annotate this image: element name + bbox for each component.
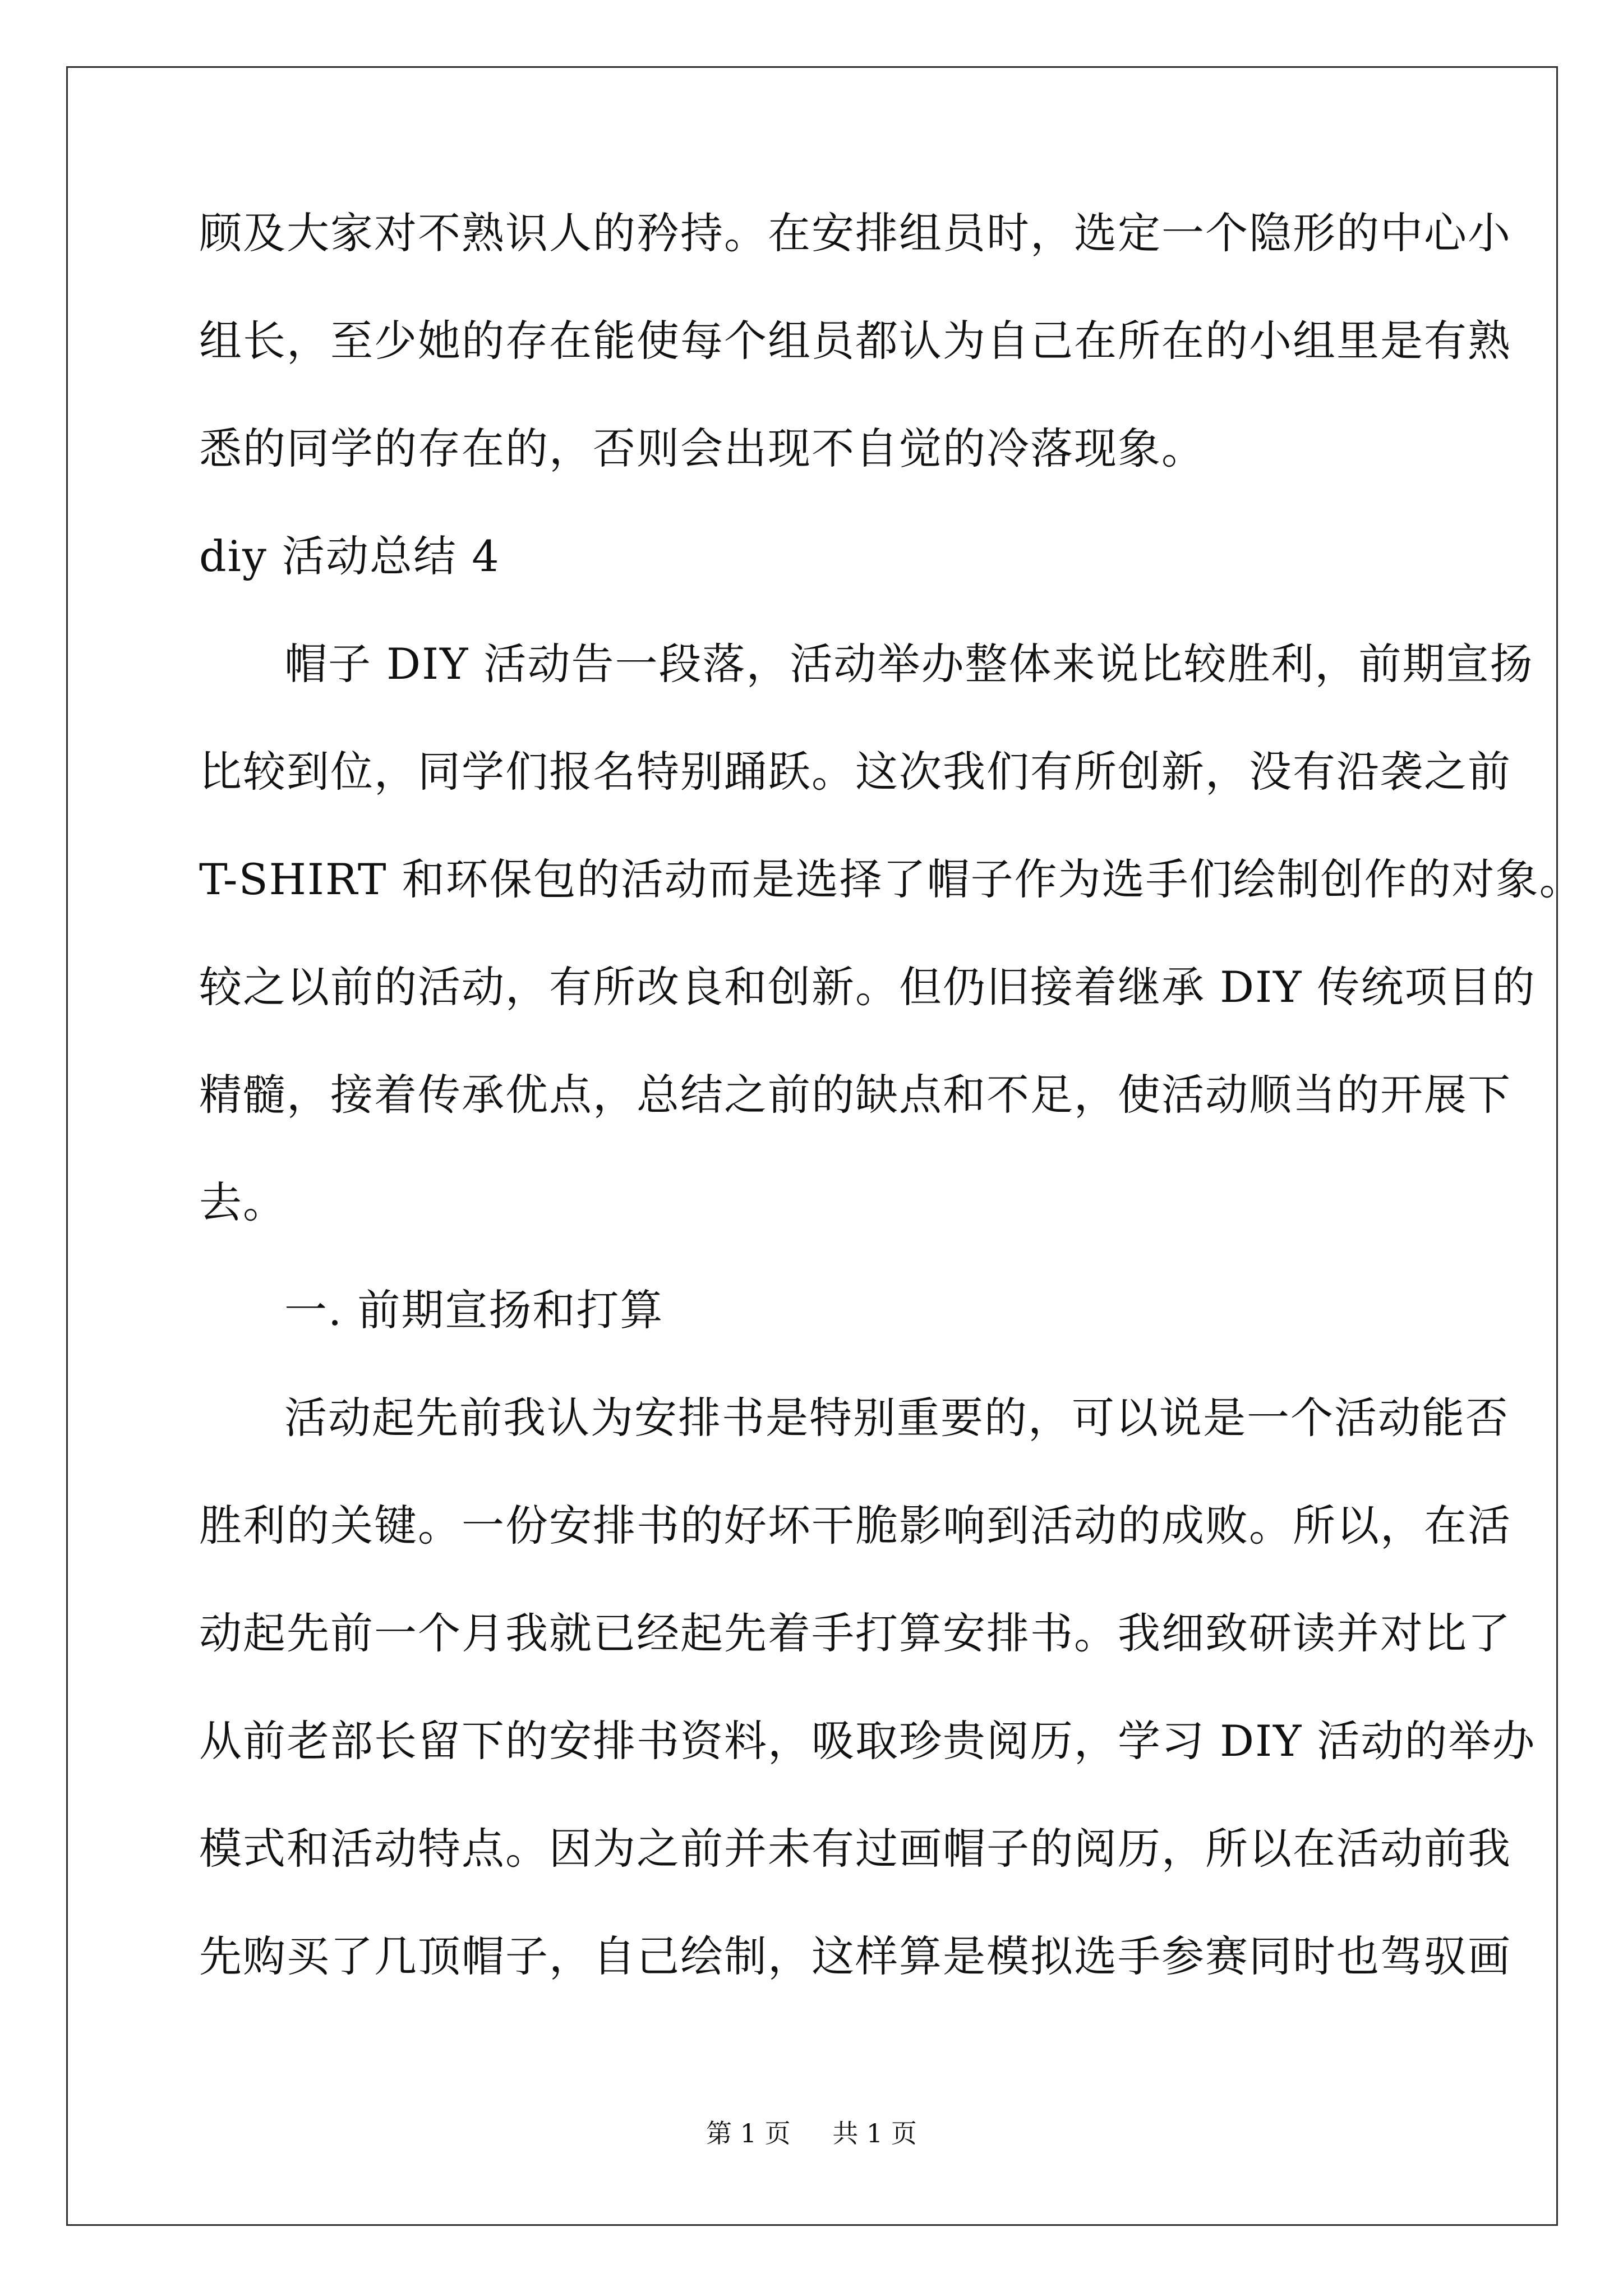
body-line: 组长，至少她的存在能使每个组员都认为自己在所在的小组里是有熟: [199, 316, 1511, 366]
body-line: 顾及大家对不熟识人的矜持。在安排组员时，选定一个隐形的中心小: [199, 208, 1511, 258]
body-line: 悉的同学的存在的，否则会出现不自觉的冷落现象。: [199, 424, 1205, 473]
body-line: 活动起先前我认为安排书是特别重要的，可以说是一个活动能否: [284, 1393, 1509, 1443]
section-heading: diy 活动总结 4: [199, 531, 500, 581]
page-footer: [0, 2118, 1623, 2149]
page-number: 第 1 页: [706, 2118, 791, 2148]
body-line: 精髓，接着传承优点，总结之前的缺点和不足，使活动顺当的开展下: [199, 1070, 1511, 1120]
document-body: [199, 208, 1583, 2039]
body-line: T-SHIRT 和环保包的活动而是选择了帽子作为选手们绘制创作的对象。: [199, 854, 1583, 904]
body-line: 胜利的关键。一份安排书的好坏干脆影响到活动的成败。所以，在活: [199, 1501, 1511, 1550]
body-line: 去。: [199, 1177, 287, 1227]
body-line: 从前老部长留下的安排书资料，吸取珍贵阅历，学习 DIY 活动的举办: [199, 1716, 1536, 1766]
body-line: 先购买了几顶帽子，自己绘制，这样算是模拟选手参赛同时也驾驭画: [199, 1931, 1511, 1981]
page-total: 共 1 页: [832, 2118, 917, 2148]
body-line: 动起先前一个月我就已经起先着手打算安排书。我细致研读并对比了: [199, 1608, 1511, 1658]
subsection-heading: 一. 前期宣扬和打算: [284, 1285, 664, 1335]
body-line: 较之以前的活动，有所改良和创新。但仍旧接着继承 DIY 传统项目的: [199, 962, 1536, 1012]
body-line: 帽子 DIY 活动告一段落，活动举办整体来说比较胜利，前期宣扬: [284, 639, 1534, 689]
body-line: 模式和活动特点。因为之前并未有过画帽子的阅历，所以在活动前我: [199, 1824, 1511, 1874]
body-line: 比较到位，同学们报名特别踊跃。这次我们有所创新，没有沿袭之前: [199, 747, 1511, 797]
